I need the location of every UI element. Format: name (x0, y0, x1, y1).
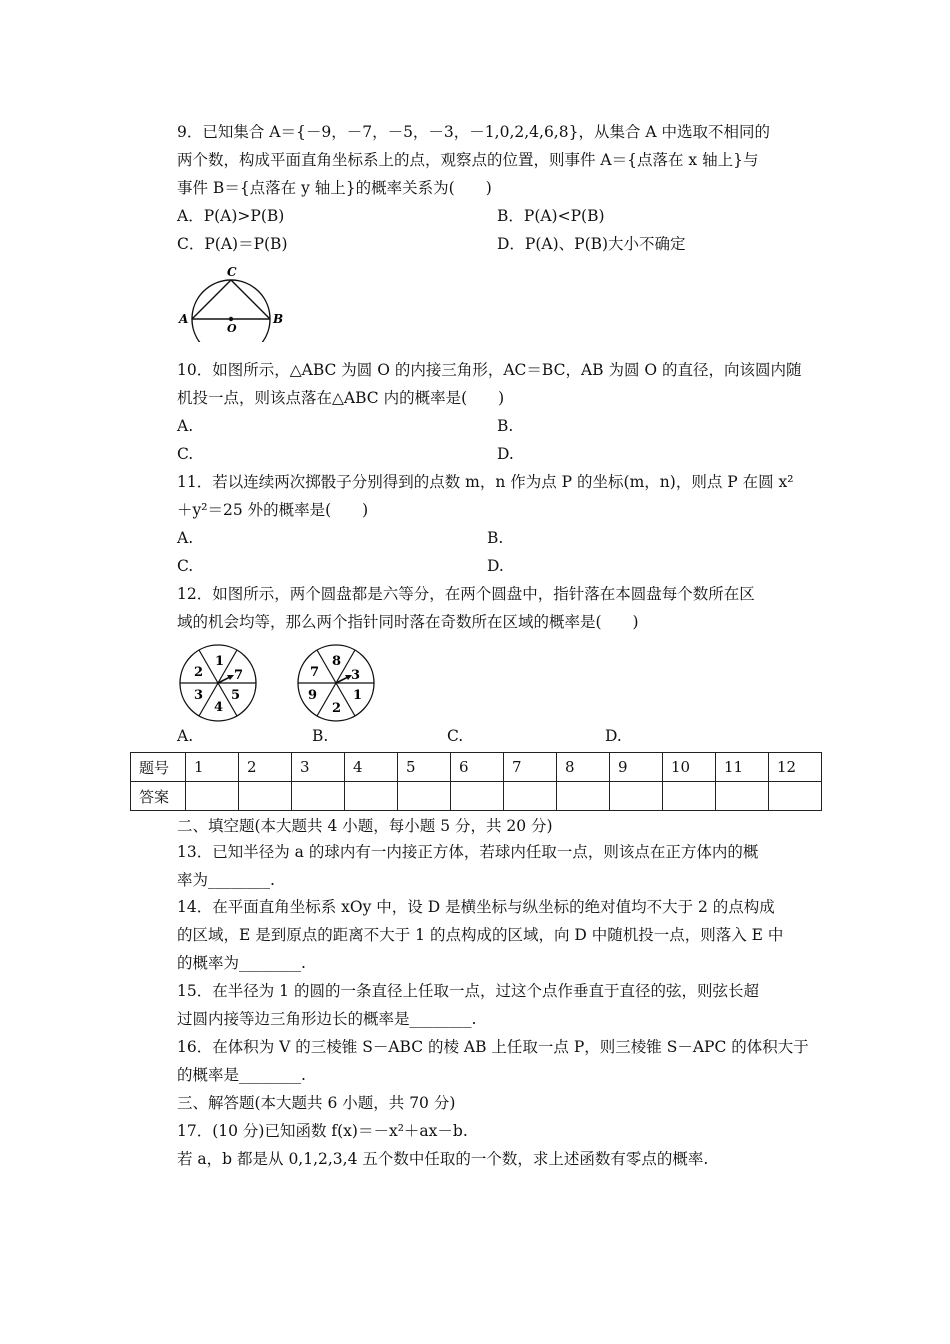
table-header-number: 题号 (131, 753, 186, 782)
disk2-number: 7 (310, 665, 320, 680)
answer-cell[interactable] (610, 782, 663, 811)
circle-triangle-figure (172, 262, 292, 342)
disk1-number: 7 (234, 668, 244, 683)
q10-option-d: D. (497, 445, 514, 463)
table-number-cell: 3 (292, 753, 345, 782)
center-point (229, 317, 233, 321)
spinner-disk-2 (292, 640, 392, 724)
q17-line1: 17．(10 分)已知函数 f(x)＝－x²＋ax－b. (177, 1122, 468, 1140)
disk1-number: 3 (194, 688, 204, 703)
table-number-cell: 7 (504, 753, 557, 782)
q11-option-d: D. (487, 557, 504, 575)
q17-line2: 若 a，b 都是从 0,1,2,3,4 五个数中任取的一个数，求上述函数有零点的概率. (177, 1150, 709, 1168)
disk1-number: 4 (214, 700, 224, 715)
q9-option-a: A．P(A)>P(B) (177, 207, 285, 225)
table-number-cell: 10 (663, 753, 716, 782)
q9-option-d: D．P(A)、P(B)大小不确定 (497, 235, 686, 253)
q12-option-d: D. (605, 727, 622, 745)
answer-cell[interactable] (557, 782, 610, 811)
answer-cell[interactable] (345, 782, 398, 811)
table-number-cell: 8 (557, 753, 610, 782)
spinner-disk-1 (172, 640, 272, 724)
q12-line1: 12．如图所示，两个圆盘都是六等分，在两个圆盘中，指针落在本圆盘每个数所在区 (177, 585, 755, 603)
q12-option-a: A. (177, 727, 194, 745)
answer-cell[interactable] (186, 782, 239, 811)
q16-line1: 16．在体积为 V 的三棱锥 S－ABC 的棱 AB 上任取一点 P，则三棱锥 S－APC 的体积大于 (177, 1038, 809, 1056)
q10-option-b: B. (497, 417, 514, 435)
q11-line2: ＋y²＝25 外的概率是( ) (177, 501, 369, 519)
answer-table (130, 752, 822, 811)
q9-line1: 9．已知集合 A＝{－9，－7，－5，－3，－1,0,2,4,6,8}，从集合 A 中选取不相同的 (177, 123, 771, 141)
table-number-cell: 5 (398, 753, 451, 782)
q13-line1: 13．已知半径为 a 的球内有一内接正方体，若球内任取一点，则该点在正方体内的概 (177, 843, 759, 861)
table-number-cell: 11 (716, 753, 769, 782)
answer-cell[interactable] (239, 782, 292, 811)
disk2-number: 8 (332, 654, 342, 669)
q9-option-b: B．P(A)<P(B) (497, 207, 605, 225)
disk2-number: 9 (308, 688, 318, 703)
label-c: C (227, 265, 237, 279)
answer-cell[interactable] (292, 782, 345, 811)
answer-cell[interactable] (716, 782, 769, 811)
q10-line2: 机投一点，则该点落在△ABC 内的概率是( ) (177, 389, 505, 407)
table-number-cell: 12 (769, 753, 822, 782)
q10-option-c: C. (177, 445, 194, 463)
table-number-cell: 9 (610, 753, 663, 782)
section-3-heading: 三、解答题(本大题共 6 小题，共 70 分) (177, 1094, 456, 1112)
answer-cell[interactable] (769, 782, 822, 811)
q9-line3: 事件 B＝{点落在 y 轴上}的概率关系为( ) (177, 179, 492, 197)
disk2-number: 1 (353, 688, 363, 703)
answer-table-number-row (131, 753, 822, 782)
q11-option-b: B. (487, 529, 504, 547)
q12-option-c: C. (447, 727, 464, 745)
q14-line3: 的概率为________. (177, 954, 306, 972)
answer-cell[interactable] (663, 782, 716, 811)
label-a: A (179, 312, 189, 326)
answer-cell[interactable] (504, 782, 557, 811)
disk2-number: 2 (332, 701, 342, 716)
q14-line2: 的区域，E 是到原点的距离不大于 1 的点构成的区域，向 D 中随机投一点，则落入 E 中 (177, 926, 784, 944)
disk1-number: 2 (194, 665, 204, 680)
q11-option-a: A. (177, 529, 194, 547)
q12-line2: 域的机会均等，那么两个指针同时落在奇数所在区域的概率是( ) (177, 613, 639, 631)
q9-line2: 两个数，构成平面直角坐标系上的点，观察点的位置，则事件 A＝{点落在 x 轴上}与 (177, 151, 759, 169)
disk2-number: 3 (351, 668, 361, 683)
q11-option-c: C. (177, 557, 194, 575)
section-2-heading: 二、填空题(本大题共 4 小题，每小题 5 分，共 20 分) (177, 817, 553, 835)
q10-line1: 10．如图所示，△ABC 为圆 O 的内接三角形，AC＝BC，AB 为圆 O 的直径，向该圆内随 (177, 361, 802, 379)
table-header-answer: 答案 (131, 782, 186, 811)
label-o: O (227, 322, 237, 335)
disk1-number: 5 (231, 688, 241, 703)
q10-option-a: A. (177, 417, 194, 435)
q16-line2: 的概率是________. (177, 1066, 306, 1084)
q14-line1: 14．在平面直角坐标系 xOy 中，设 D 是横坐标与纵坐标的绝对值均不大于 2 的点构成 (177, 898, 775, 916)
q15-line1: 15．在半径为 1 的圆的一条直径上任取一点，过这个点作垂直于直径的弦，则弦长超 (177, 982, 759, 1000)
disk1-number: 1 (215, 654, 225, 669)
table-number-cell: 6 (451, 753, 504, 782)
q9-option-c: C．P(A)＝P(B) (177, 235, 288, 253)
q11-line1: 11．若以连续两次掷骰子分别得到的点数 m，n 作为点 P 的坐标(m，n)，则点 P 在圆 x² (177, 473, 794, 491)
table-number-cell: 2 (239, 753, 292, 782)
answer-cell[interactable] (451, 782, 504, 811)
q15-line2: 过圆内接等边三角形边长的概率是________. (177, 1010, 477, 1028)
label-b: B (273, 312, 284, 326)
table-number-cell: 1 (186, 753, 239, 782)
q12-option-b: B. (312, 727, 329, 745)
answer-cell[interactable] (398, 782, 451, 811)
q13-line2: 率为________. (177, 871, 275, 889)
table-number-cell: 4 (345, 753, 398, 782)
answer-table-answer-row (131, 782, 822, 811)
